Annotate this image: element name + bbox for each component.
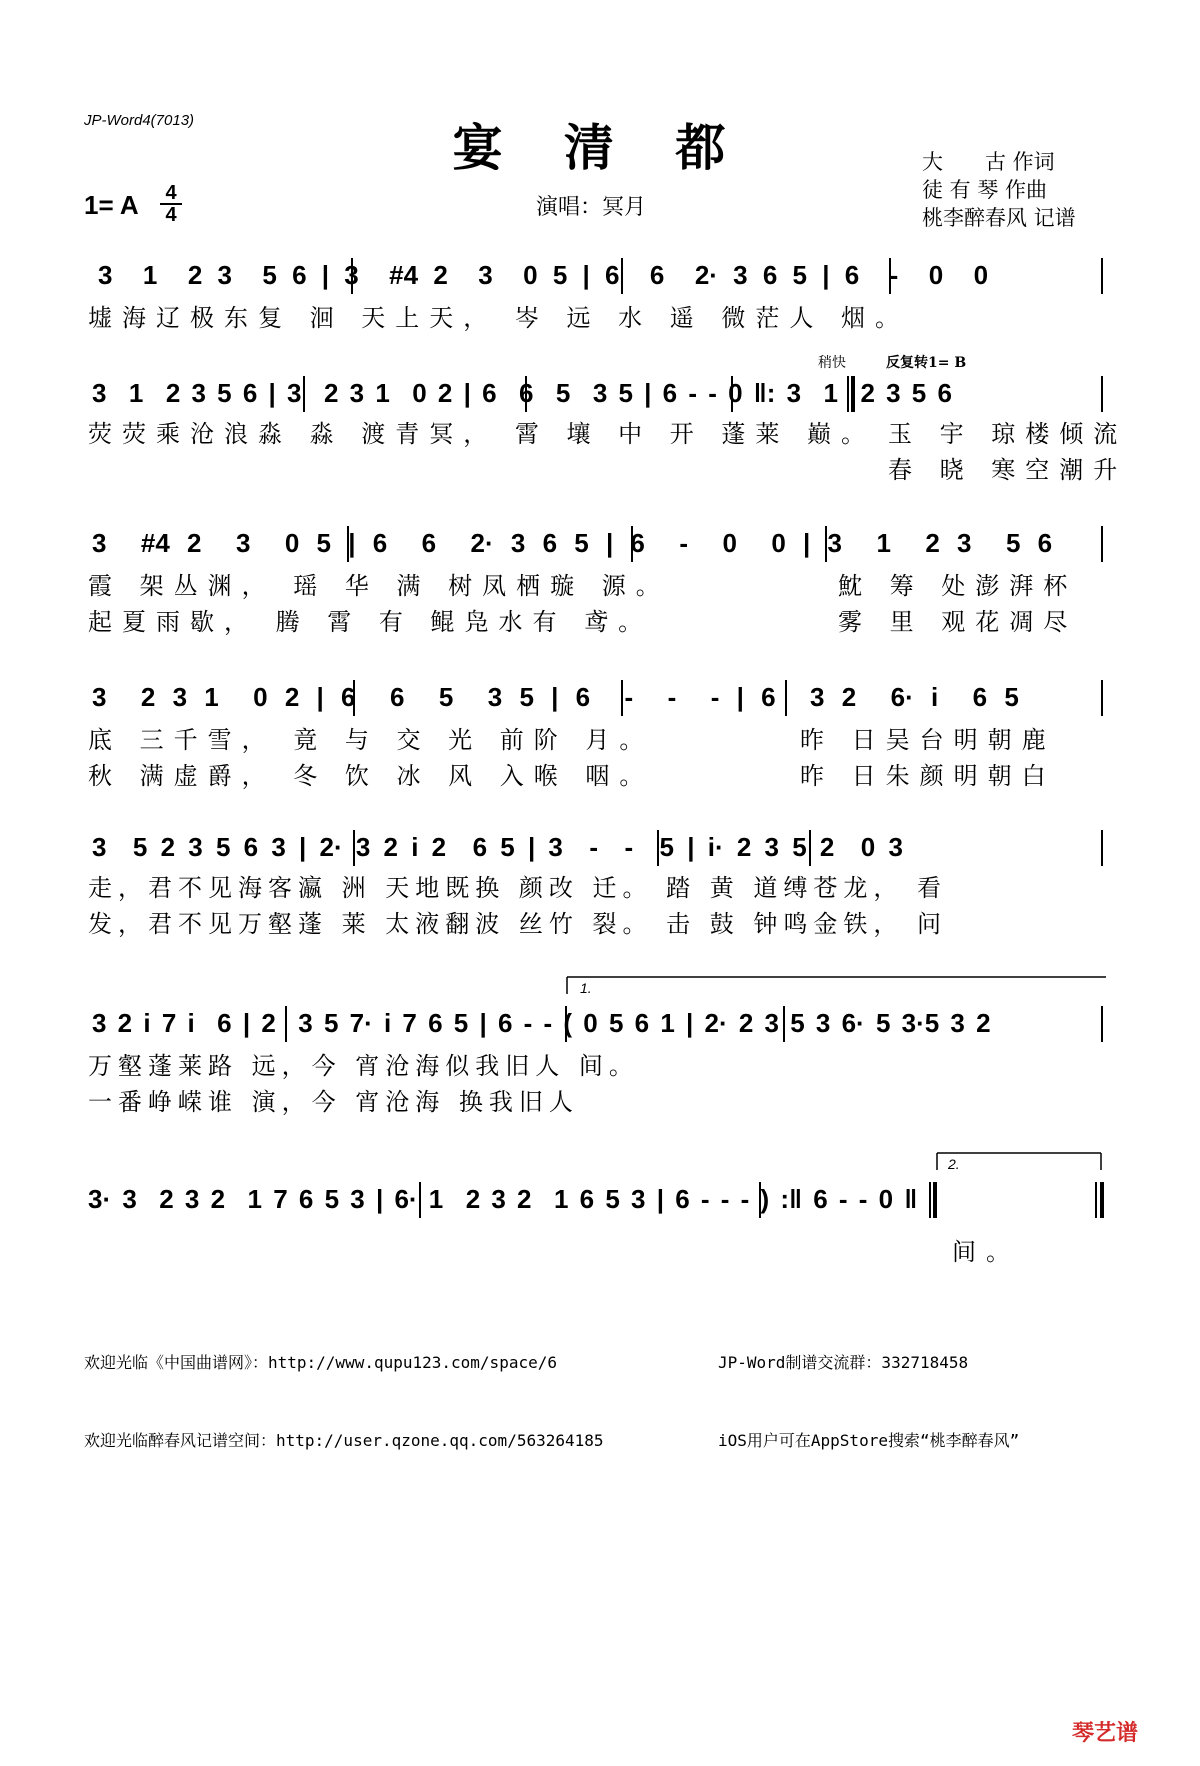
notes-text: 3 1 2 3 5 6 | 3 2 3 1 0 2 | 6 6 5 3 5 | 6 - - 0 ‖: 3 1 2 3 5 6	[92, 378, 952, 408]
lyric-line-2b: 玉 宇 琼楼倾流	[888, 420, 1128, 448]
notation-line-6	[84, 1002, 1114, 1046]
lyric-line-3d: 雾 里 观花凋尽	[838, 608, 1078, 636]
notation-line-4	[84, 676, 1114, 720]
composer-credit: 徒 有 琴 作曲	[922, 178, 1048, 202]
tempo-marking: 稍快	[818, 355, 846, 371]
lyric-line-3c: 起夏雨歇， 腾 霄 有 鲲凫水有 鸢。	[88, 608, 653, 636]
lyric-line-5a: 走，君不见海客瀛 洲 天地既换 颜改 迁。 踏 黄 道缚苍龙， 看	[88, 874, 948, 902]
notes-text: 3· 3 2 3 2 1 7 6 5 3 | 6· 1 2 3 2 1 6 5 3 | 6 - - - ) :‖ 6 - - 0 ‖	[88, 1184, 918, 1214]
lyric-line-4a: 底 三千雪， 竟 与 交 光 前阶 月。	[88, 726, 654, 754]
ending-1-bracket	[566, 976, 1106, 994]
ending-1-label: 1.	[580, 980, 592, 996]
notation-line-3	[84, 522, 1114, 566]
lyric-line-5b: 发，君不见万壑蓬 莱 太液翻波 丝竹 裂。 击 鼓 钟鸣金铁， 问	[88, 910, 948, 938]
lyric-line-6a: 万壑蓬莱路 远，今 宵沧海似我旧人 间。	[88, 1052, 639, 1080]
lyric-line-1: 墟海辽极东复 洄 天上天， 岑 远 水 遥 微茫人 烟。	[88, 304, 910, 332]
lyric-line-4b: 昨 日吴台明朝鹿	[800, 726, 1056, 754]
footer-link-qzone[interactable]: 欢迎光临醉春风记谱空间：http://user.qzone.qq.com/563264185	[84, 1431, 604, 1450]
lyric-line-4d: 昨 日朱颜明朝白	[800, 762, 1056, 790]
software-label: JP-Word4(7013)	[84, 112, 195, 129]
footer-left	[84, 1298, 604, 1480]
notation-line-7	[84, 1178, 1114, 1222]
transcriber-credit: 桃李醉春风 记谱	[922, 206, 1076, 230]
footer-ios-info: iOS用户可在AppStore搜索“桃李醉春风”	[718, 1431, 1020, 1450]
notes-text: 3 1 2 3 5 6 | 3 #4 2 3 0 5 | 6 6 2· 3 6 5 | 6 - 0 0	[98, 260, 989, 290]
notation-line-1	[84, 254, 1114, 298]
footer-group-info: JP-Word制谱交流群：332718458	[718, 1353, 969, 1372]
credits	[922, 148, 1076, 232]
footer-link-qupu[interactable]: 欢迎光临《中国曲谱网》：http://www.qupu123.com/space/6	[84, 1353, 557, 1372]
lyric-line-2a: 荧荧乘沧浪淼 淼 渡青冥， 霄 壤 中 开 蓬莱 巅。	[88, 420, 876, 448]
notes-text: 3 2 i 7 i 6 | 2 3 5 7· i 7 6 5 | 6 - - ( 0 5 6 1 | 2· 2 3 5 3 6· 5 3·5 3 2	[92, 1008, 991, 1038]
notation-line-2	[84, 372, 1114, 416]
footer-right	[718, 1298, 1019, 1480]
notes-text: 3 #4 2 3 0 5 | 6 6 2· 3 6 5 | 6 - 0 0 | 3 1 2 3 5 6	[92, 528, 1053, 558]
song-title: 宴 清 都	[452, 118, 748, 177]
time-sig-bottom: 4	[165, 204, 177, 226]
lyric-line-3a: 霞 架丛渊， 瑶 华 满 树凤栖璇 源。	[88, 572, 670, 600]
ending-2-label: 2.	[948, 1156, 960, 1172]
lyricist-credit: 大 古 作词	[922, 150, 1055, 174]
ending-2-bracket	[936, 1152, 1102, 1170]
notation-line-5	[84, 826, 1114, 870]
lyric-line-4c: 秋 满虚爵， 冬 饮 冰 风 入喉 咽。	[88, 762, 654, 790]
lyric-line-6b: 一番峥嵘谁 演，今 宵沧海 换我旧人	[88, 1088, 579, 1116]
time-sig-top: 4	[165, 182, 177, 204]
lyric-line-2c: 春 晓 寒空潮升	[888, 456, 1128, 484]
time-signature	[160, 184, 182, 224]
lyric-line-7: 间。	[952, 1238, 1020, 1266]
notes-text: 3 2 3 1 0 2 | 6 6 5 3 5 | 6 - - - | 6 3 2 6· i 6 5	[92, 682, 1019, 712]
notes-text: 3 5 2 3 5 6 3 | 2· 3 2 i 2 6 5 | 3 - - 5 | i· 2 3 5 2 0 3	[92, 832, 903, 862]
key-signature: 1= A	[84, 190, 139, 220]
modulation-marking: 反复转1= B	[886, 355, 967, 371]
site-logo: 琴艺谱	[1072, 1720, 1139, 1745]
lyric-line-3b: 魫 筹 处澎湃杯	[838, 572, 1078, 600]
singer-credit: 演唱：冥月	[536, 195, 647, 220]
